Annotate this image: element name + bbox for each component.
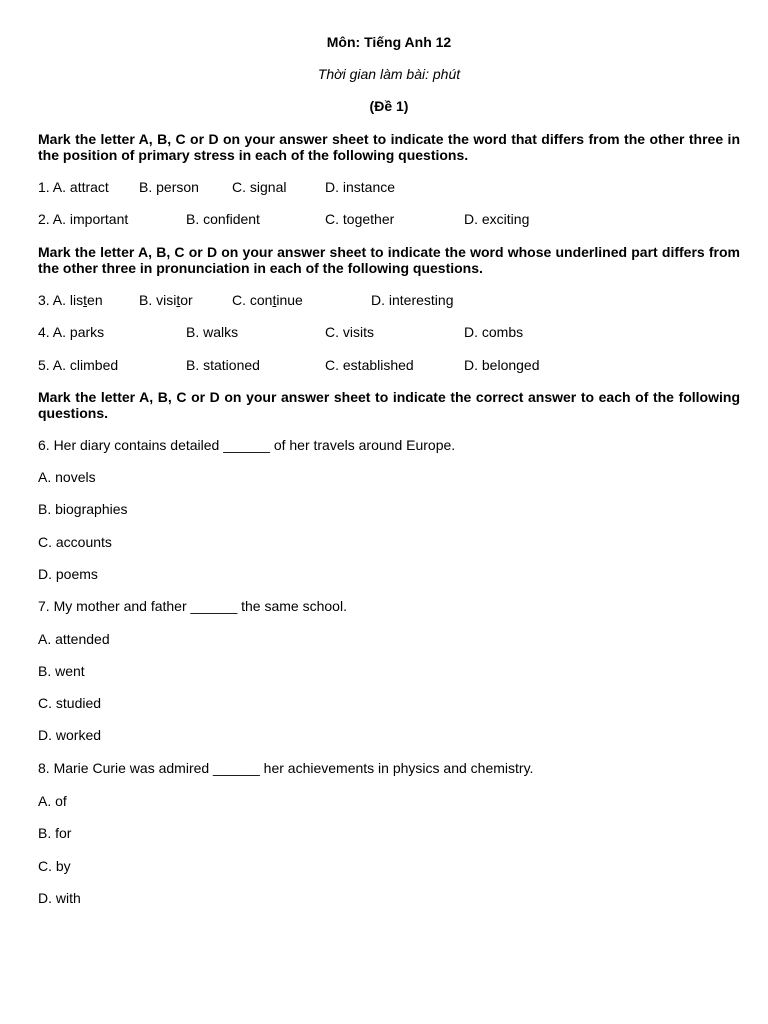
option-b: B. walks bbox=[186, 324, 239, 340]
option-a-underlined: t bbox=[83, 292, 88, 308]
option-b-suffix: or bbox=[180, 292, 193, 308]
option-c: C. signal bbox=[232, 179, 287, 195]
option-d: D. instance bbox=[325, 179, 396, 195]
question-row-5 bbox=[0, 357, 768, 373]
question-6-option-c: C. accounts bbox=[38, 534, 112, 550]
question-8-stem: 8. Marie Curie was admired ______ her achievements in physics and chemistry. bbox=[38, 760, 534, 776]
section2-instruction: Mark the letter A, B, C or D on your answer sheet to indicate the word whose underlined part differs from the other three in pronunciation in each of the following questions. bbox=[38, 244, 740, 276]
option-b: B. confident bbox=[186, 211, 260, 227]
exam-duration: Thời gian làm bài: phút bbox=[317, 66, 461, 82]
question-8-option-b: B. for bbox=[38, 825, 72, 841]
option-c-suffix: inue bbox=[276, 292, 303, 308]
option-d: D. exciting bbox=[464, 211, 530, 227]
option-a: 5. A. climbed bbox=[38, 357, 119, 373]
section1-instruction: Mark the letter A, B, C or D on your answer sheet to indicate the word that differs from the other three in the position of primary stress in each of the following questions. bbox=[38, 131, 740, 163]
question-6-stem: 6. Her diary contains detailed ______ of her travels around Europe. bbox=[38, 437, 456, 453]
question-row-3 bbox=[0, 292, 768, 308]
option-a bbox=[38, 292, 103, 308]
question-6-option-d: D. poems bbox=[38, 566, 98, 582]
question-7-option-c: C. studied bbox=[38, 695, 102, 711]
question-6-option-b: B. biographies bbox=[38, 501, 128, 517]
option-a: 2. A. important bbox=[38, 211, 129, 227]
option-a-prefix: 3. A. lis bbox=[38, 292, 84, 308]
question-row-4 bbox=[0, 324, 768, 340]
exam-code: (Đề 1) bbox=[369, 98, 409, 114]
question-8-option-a: A. of bbox=[38, 793, 67, 809]
option-b: B. person bbox=[139, 179, 199, 195]
question-6-option-a: A. novels bbox=[38, 469, 96, 485]
question-7-option-b: B. went bbox=[38, 663, 85, 679]
question-7-stem: 7. My mother and father ______ the same school. bbox=[38, 598, 347, 614]
option-a-suffix: en bbox=[87, 292, 103, 308]
option-b bbox=[139, 292, 193, 308]
option-c-prefix: C. con bbox=[232, 292, 273, 308]
option-b: B. stationed bbox=[186, 357, 260, 373]
option-b-prefix: B. visi bbox=[139, 292, 177, 308]
option-c: C. visits bbox=[325, 324, 374, 340]
option-c: C. together bbox=[325, 211, 395, 227]
option-c: C. established bbox=[325, 357, 414, 373]
question-7-option-d: D. worked bbox=[38, 727, 102, 743]
option-d: D. belonged bbox=[464, 357, 540, 373]
question-8-option-c: C. by bbox=[38, 858, 71, 874]
subject-title: Môn: Tiếng Anh 12 bbox=[326, 34, 452, 50]
option-c-underlined: t bbox=[272, 292, 277, 308]
option-c bbox=[232, 292, 303, 308]
question-row-2 bbox=[0, 211, 768, 227]
option-d: D. combs bbox=[464, 324, 524, 340]
question-row-1 bbox=[0, 179, 768, 195]
question-7-option-a: A. attended bbox=[38, 631, 110, 647]
option-a: 1. A. attract bbox=[38, 179, 109, 195]
section3-instruction: Mark the letter A, B, C or D on your answer sheet to indicate the correct answer to each of the following questions. bbox=[38, 389, 740, 421]
question-8-option-d: D. with bbox=[38, 890, 81, 906]
option-a: 4. A. parks bbox=[38, 324, 105, 340]
option-d: D. interesting bbox=[371, 292, 454, 308]
option-b-underlined: t bbox=[176, 292, 181, 308]
